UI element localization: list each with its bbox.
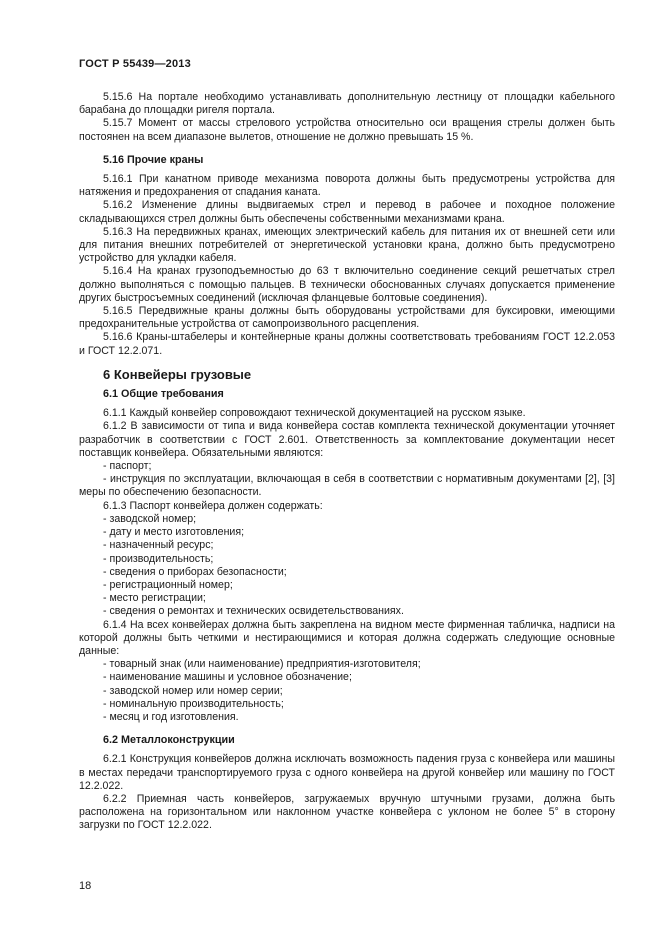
page-number: 18 [79, 880, 92, 892]
list-item: - наименование машины и условное обозначение; [103, 671, 352, 684]
list-item: - паспорт; [103, 460, 152, 473]
section-heading-6-2: 6.2 Металлоконструкции [103, 734, 235, 747]
list-item: - заводской номер; [103, 512, 197, 525]
list-item: - инструкция по эксплуатации, включающая в себя в соответствии с нормативным документами [2], [3] меры по обеспечению безопасности. [79, 473, 615, 499]
paragraph-5-16-5: 5.16.5 Передвижные краны должны быть оборудованы устройствами для буксировки, имеющими предохранительные устройства от самопроизвольного расцепления. [79, 305, 615, 331]
paragraph-5-16-2: 5.16.2 Изменение длины выдвигаемых стрел и перевод в рабочее и походное положение складывающихся стрел должны быть обеспечены собственными механизмами крана. [79, 199, 615, 225]
list-item: - место регистрации; [103, 592, 206, 605]
list-item: - сведения о ремонтах и технических освидетельствованиях. [103, 605, 404, 618]
section-heading-6-1: 6.1 Общие требования [103, 388, 224, 401]
page-content [79, 91, 615, 833]
list-item: - товарный знак (или наименование) предприятия-изготовителя; [103, 658, 421, 671]
list-item: - регистрационный номер; [103, 578, 233, 591]
paragraph-6-2-2: 6.2.2 Приемная часть конвейеров, загружаемых вручную штучными грузами, должна быть расположена на горизонтальном или наклонном участке конвейера с уклоном не более 5° в сторону загрузки по ГОСТ 12.2.022. [79, 792, 615, 832]
list-item: - месяц и год изготовления. [103, 710, 239, 723]
paragraph-5-16-1: 5.16.1 При канатном приводе механизма поворота должны быть предусмотрены устройства для натяжения и предохранения от спадания каната. [79, 173, 615, 199]
paragraph-6-1-1: 6.1.1 Каждый конвейер сопровождают технической документацией на русском языке. [103, 407, 526, 420]
list-item: - заводской номер или номер серии; [103, 684, 283, 697]
paragraph-5-16-3: 5.16.3 На передвижных кранах, имеющих электрический кабель для питания их от внешней сети или для питания внешних потребителей от энергетической установки крана, должно быть предусмотрено устройство для укладки кабеля. [79, 225, 615, 265]
list-item: - номинальную производительность; [103, 697, 284, 710]
list-item: - производительность; [103, 552, 214, 565]
chapter-heading-6: 6 Конвейеры грузовые [103, 366, 252, 382]
paragraph-6-2-1: 6.2.1 Конструкция конвейеров должна исключать возможность падения груза с конвейера или машины в местах передачи транспортируемого груза с одного конвейера на другой конвейер или машину по ГОСТ 12.2.022. [79, 753, 615, 792]
paragraph-6-1-3: 6.1.3 Паспорт конвейера должен содержать: [103, 499, 323, 512]
document-header: ГОСТ Р 55439—2013 [79, 58, 191, 70]
list-item: - назначенный ресурс; [103, 539, 214, 552]
list-item: - сведения о приборах безопасности; [103, 565, 287, 578]
paragraph-6-1-2: 6.1.2 В зависимости от типа и вида конвейера состав комплекта технической документации уточняет разработчик в соответствии с ГОСТ 2.601. Ответственность за комплектование документации несет поставщик конвейера. Обязательными являются: [79, 420, 615, 459]
paragraph-5-16-4: 5.16.4 На кранах грузоподъемностью до 63 т включительно соединение секций решетчатых стрел должно выполняться с помощью пальцев. В технически обоснованных случаях допускается применение других быстросъемных соединений (исключая фланцевые болтовые соединения). [79, 265, 615, 304]
paragraph-5-15-6: 5.15.6 На портале необходимо устанавливать дополнительную лестницу от площадки кабельного барабана до площадки ригеля портала. [79, 91, 615, 117]
paragraph-5-16-6: 5.16.6 Краны-штабелеры и контейнерные краны должны соответствовать требованиям ГОСТ 12.2.053 и ГОСТ 12.2.071. [79, 331, 615, 357]
paragraph-6-1-4: 6.1.4 На всех конвейерах должна быть закреплена на видном месте фирменная табличка, надписи на которой должны быть четкими и нестирающимися и которая должна содержать следующие основные данные: [79, 618, 615, 657]
paragraph-5-15-7: 5.15.7 Момент от массы стрелового устройства относительно оси вращения стрелы должен быть постоянен на всем диапазоне вылетов, отношение не должно превышать 15 %. [79, 117, 615, 143]
list-item: - дату и место изготовления; [103, 526, 245, 539]
section-heading-5-16: 5.16 Прочие краны [103, 153, 204, 166]
